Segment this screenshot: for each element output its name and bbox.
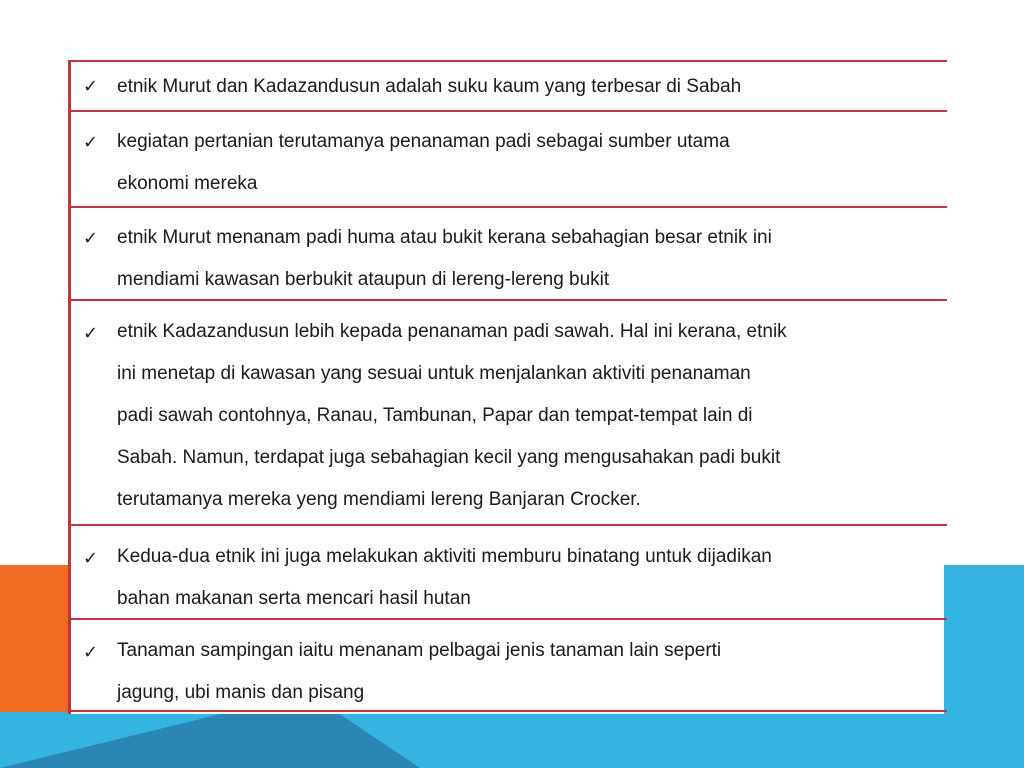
checkmark-icon: ✓	[83, 548, 99, 568]
checkmark-icon: ✓	[83, 228, 99, 248]
item-text: etnik Murut menanam padi huma atau bukit kerana sebahagian besar etnik ini mendiami kawasan berbukit ataupun di lereng-lereng bukit	[117, 227, 772, 290]
list-item	[71, 110, 947, 206]
item-text: Kedua-dua etnik ini juga melakukan aktiviti memburu binatang untuk dijadikan bahan makanan serta mencari hasil hutan	[117, 546, 772, 609]
list-item	[71, 299, 947, 524]
list-item	[71, 60, 947, 110]
checkmark-icon: ✓	[83, 132, 99, 152]
list-item	[71, 618, 947, 712]
checkmark-icon: ✓	[83, 323, 99, 343]
item-text: etnik Kadazandusun lebih kepada penanaman padi sawah. Hal ini kerana, etnik ini menetap di kawasan yang sesuai untuk menjalankan aktiviti penanaman padi sawah contohnya, Ranau, Tambunan, Papar dan tempat-tempat lain di Sabah. Namun, terdapat juga sebahagian kecil yang mengusahakan padi bukit terutamanya mereka yeng mendiami lereng Banjaran Crocker.	[117, 321, 787, 510]
list-item	[71, 524, 947, 618]
item-text: etnik Murut dan Kadazandusun adalah suku kaum yang terbesar di Sabah	[117, 76, 742, 97]
checkmark-icon: ✓	[83, 642, 99, 662]
item-text: kegiatan pertanian terutamanya penanaman padi sebagai sumber utama ekonomi mereka	[117, 131, 730, 194]
list-item	[71, 206, 947, 299]
blue-background-block	[940, 565, 1024, 768]
item-text: Tanaman sampingan iaitu menanam pelbagai jenis tanaman lain seperti jagung, ubi manis dan pisang	[117, 640, 722, 703]
checkmark-icon: ✓	[83, 76, 99, 96]
content-table	[68, 60, 944, 714]
